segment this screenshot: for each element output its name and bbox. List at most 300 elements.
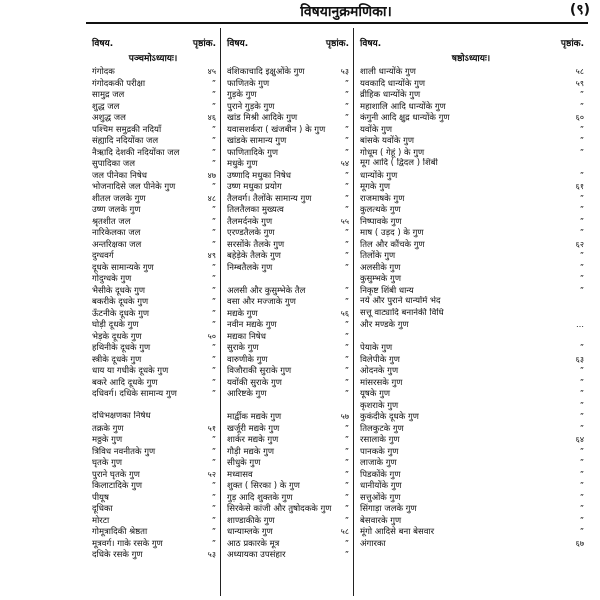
entry-title: सुराके गुण bbox=[227, 343, 259, 353]
entry-page: ” bbox=[211, 515, 216, 525]
index-entry bbox=[354, 480, 588, 492]
entry-title: घृतके गुण bbox=[92, 458, 123, 468]
entry-page: ” bbox=[579, 412, 584, 421]
index-entry bbox=[86, 239, 220, 251]
index-entry bbox=[354, 296, 588, 308]
index-entry bbox=[86, 503, 220, 515]
entry-title: गुड़ आदि शुक्तके गुण bbox=[227, 492, 293, 503]
entry-page: ” bbox=[211, 458, 216, 467]
entry-page: ६१ bbox=[575, 182, 584, 191]
entry-title: कुसुम्भके गुण bbox=[360, 274, 401, 284]
index-entry bbox=[354, 446, 588, 458]
index-entry bbox=[221, 170, 353, 182]
entry-page: ” bbox=[211, 320, 216, 329]
entry-page: ६० bbox=[575, 113, 584, 122]
index-entry bbox=[86, 354, 220, 366]
entry-page: ” bbox=[344, 320, 349, 329]
entry-title: बकरे आदि दूधके गुण bbox=[92, 377, 158, 388]
entry-title: वसा और मज्जाके गुण bbox=[227, 297, 296, 307]
entry-page: ५६ bbox=[340, 308, 349, 318]
column-header-page: पृष्ठांक. bbox=[560, 39, 584, 49]
entry-page: ” bbox=[211, 228, 216, 237]
entry-title: और मण्डके गुण bbox=[360, 320, 409, 330]
index-entry bbox=[86, 135, 220, 147]
entry-page: ” bbox=[344, 78, 349, 88]
index-entry bbox=[221, 158, 353, 170]
entry-title: मठ्ठके गुण bbox=[92, 435, 123, 445]
index-entry bbox=[86, 262, 220, 274]
entry-title: रसालाके गुण bbox=[360, 435, 400, 445]
entry-title: तिलोंके गुण bbox=[360, 251, 396, 261]
index-entry bbox=[221, 89, 353, 101]
entry-title: विलेपीके गुण bbox=[360, 354, 400, 365]
index-entry bbox=[354, 239, 588, 251]
entry-title: धान्योंके गुण bbox=[360, 170, 398, 181]
entry-title: तिलकुटके गुण bbox=[360, 423, 404, 434]
index-entry bbox=[86, 480, 220, 492]
index-entry bbox=[354, 66, 588, 78]
entry-page: ” bbox=[211, 354, 216, 364]
entry-title: शुद्ध जल bbox=[92, 101, 120, 112]
entry-title: तक्रके गुण bbox=[92, 423, 124, 434]
entry-title: त्रिविध नवनीतके गुण bbox=[92, 446, 156, 457]
entry-page: ” bbox=[579, 515, 584, 525]
entry-title: दधिवर्ग। दधिके सामान्य गुण bbox=[92, 389, 177, 399]
entry-title: विजौराकी सुराके गुण bbox=[227, 366, 292, 376]
entry-page: ” bbox=[344, 228, 349, 237]
entry-page: ” bbox=[344, 481, 349, 490]
header-rule bbox=[86, 22, 588, 24]
entry-title: पीयूष bbox=[92, 492, 109, 503]
entry-page: ” bbox=[211, 538, 216, 548]
index-entry bbox=[221, 469, 353, 481]
index-entry bbox=[86, 446, 220, 458]
entry-title: तैलवर्ग। तैलोंके सामान्य गुण bbox=[227, 193, 312, 204]
entry-title: स्त्रीके दूधके गुण bbox=[92, 354, 142, 365]
index-entry bbox=[354, 377, 588, 389]
index-entry bbox=[354, 457, 588, 469]
entry-title: श्रृतशीत जल bbox=[92, 216, 131, 227]
entry-page: ” bbox=[211, 136, 216, 145]
entry-title: बहेड़ेके तैलके गुण bbox=[227, 251, 281, 261]
index-entry bbox=[86, 250, 220, 262]
index-entry bbox=[86, 181, 220, 193]
entry-page: ” bbox=[211, 159, 216, 168]
index-entry bbox=[86, 216, 220, 228]
column-header bbox=[354, 28, 588, 52]
index-entry bbox=[354, 124, 588, 136]
entry-title: लाजाके गुण bbox=[360, 458, 397, 468]
index-entry bbox=[221, 239, 353, 251]
entry-title: धान्याम्लके गुण bbox=[227, 527, 273, 537]
entry-title: पुराने गुड़के गुण bbox=[227, 101, 275, 112]
index-entry bbox=[86, 342, 220, 354]
entry-page: ” bbox=[579, 446, 584, 456]
entry-title: बेसवारके गुण bbox=[360, 515, 402, 526]
entry-page: ” bbox=[344, 170, 349, 180]
column-header bbox=[221, 28, 353, 52]
entry-page: ” bbox=[344, 550, 349, 559]
index-entry bbox=[221, 377, 353, 389]
entry-page: ” bbox=[579, 274, 584, 283]
entry-title: घोड़ी दूधके गुण bbox=[92, 320, 139, 330]
entry-title: पिडकोंके गुण bbox=[360, 469, 401, 480]
index-entry bbox=[354, 285, 588, 297]
entry-page: ” bbox=[344, 124, 349, 134]
entry-page: ” bbox=[344, 377, 349, 387]
index-entry bbox=[86, 89, 220, 101]
entry-title: सीधुके गुण bbox=[227, 458, 261, 468]
index-entry bbox=[221, 411, 353, 423]
entry-page: ” bbox=[344, 504, 349, 513]
entry-page: ” bbox=[344, 251, 349, 260]
index-entry bbox=[354, 469, 588, 481]
index-entry bbox=[221, 308, 353, 320]
entry-list bbox=[221, 66, 353, 561]
entry-page: ” bbox=[211, 389, 216, 398]
entry-page: ” bbox=[344, 492, 349, 502]
entry-page: ५१ bbox=[207, 423, 216, 433]
entry-page: ” bbox=[344, 297, 349, 306]
entry-page: ” bbox=[579, 285, 584, 295]
entry-page: ५८ bbox=[340, 527, 349, 536]
entry-page: ” bbox=[344, 515, 349, 525]
entry-title: तिलतैलका मुख्यत्व bbox=[227, 205, 284, 215]
entry-title: मधुके गुण bbox=[227, 159, 258, 169]
entry-page: ” bbox=[579, 343, 584, 352]
entry-title: सुपादिका जल bbox=[92, 159, 135, 169]
index-entry bbox=[86, 388, 220, 400]
entry-title: मोरटा bbox=[92, 515, 110, 526]
entry-title: फाणितादिके गुण bbox=[227, 147, 279, 158]
entry-title: नारिकेलका जल bbox=[92, 228, 141, 238]
entry-title: दुग्धवर्ग bbox=[92, 251, 114, 261]
index-entry bbox=[354, 319, 588, 331]
entry-page: ” bbox=[211, 147, 216, 157]
entry-page: ” bbox=[579, 492, 584, 502]
entry-title: गंगोदक bbox=[92, 67, 115, 77]
entry-title: निष्पावके गुण bbox=[360, 216, 402, 227]
entry-page: ” bbox=[579, 262, 584, 272]
index-entry bbox=[221, 446, 353, 458]
index-entry bbox=[221, 365, 353, 377]
index-entry bbox=[86, 204, 220, 216]
index-entry bbox=[221, 101, 353, 113]
index-entry bbox=[221, 434, 353, 446]
index-entry bbox=[354, 434, 588, 446]
entry-page: ” bbox=[344, 331, 349, 341]
entry-title: दधिके रसके गुण bbox=[92, 550, 143, 560]
entry-title: सरसोंके तैलके गुण bbox=[227, 239, 285, 250]
entry-page: ” bbox=[211, 527, 216, 536]
entry-page: ” bbox=[211, 124, 216, 134]
entry-page: ” bbox=[211, 101, 216, 111]
entry-page: ” bbox=[579, 205, 584, 214]
section-heading bbox=[221, 52, 353, 66]
entry-page: ” bbox=[211, 308, 216, 318]
entry-title: बांसके यवोंके गुण bbox=[360, 136, 415, 146]
entry-page: ५३ bbox=[207, 550, 216, 559]
entry-page: ५२ bbox=[207, 469, 216, 479]
index-entry bbox=[221, 216, 353, 228]
entry-title: माष ( उड़द ) के गुण bbox=[360, 228, 424, 238]
index-entry bbox=[86, 193, 220, 205]
index-entry bbox=[221, 135, 353, 147]
entry-title: वंशिकाचादि इक्षुओंके गुण bbox=[227, 67, 305, 77]
index-entry bbox=[354, 388, 588, 400]
entry-title: आरिष्टके गुण bbox=[227, 389, 267, 399]
entry-title: गोधूम ( गेहूं ) के गुण bbox=[360, 147, 425, 158]
entry-page: ” bbox=[579, 469, 584, 479]
index-entry bbox=[354, 112, 588, 124]
entry-page: ” bbox=[344, 205, 349, 214]
entry-page: ” bbox=[579, 193, 584, 203]
entry-page: ४६ bbox=[207, 113, 216, 122]
index-entry bbox=[354, 526, 588, 538]
index-entry bbox=[86, 147, 220, 159]
entry-page: ” bbox=[579, 458, 584, 467]
entry-title: निम्बतैलके गुण bbox=[227, 262, 273, 273]
entry-title: आठ प्रकारके मूत्र bbox=[227, 538, 280, 549]
index-entry bbox=[354, 365, 588, 377]
entry-title: व्रीहिक धान्योंके गुण bbox=[360, 90, 421, 100]
index-entry bbox=[221, 388, 353, 400]
index-entry bbox=[221, 227, 353, 239]
entry-title: शार्कर मद्यके गुण bbox=[227, 435, 279, 445]
entry-title: बकरीके दूधके गुण bbox=[92, 297, 149, 307]
entry-page: ” bbox=[344, 435, 349, 444]
index-entry bbox=[221, 480, 353, 492]
index-entry bbox=[354, 170, 588, 182]
index-entry bbox=[221, 503, 353, 515]
index-entry bbox=[86, 411, 220, 423]
entry-page: ” bbox=[211, 262, 216, 272]
entry-title: जल पीनेका निषेध bbox=[92, 170, 148, 181]
entry-page: ” bbox=[344, 193, 349, 203]
index-entry bbox=[221, 78, 353, 90]
index-entry bbox=[86, 457, 220, 469]
entry-page: ” bbox=[344, 458, 349, 467]
entry-title: यवासशर्करा ( खंजबीन ) के गुण bbox=[227, 124, 326, 135]
index-entry bbox=[221, 181, 353, 193]
entry-page: ५५ bbox=[340, 216, 349, 226]
entry-page: ५३ bbox=[340, 67, 349, 76]
entry-page: ” bbox=[211, 90, 216, 99]
entry-title: अन्तरिक्षका जल bbox=[92, 239, 142, 250]
entry-page: ६२ bbox=[575, 239, 584, 249]
entry-title: मद्यका निषेध bbox=[227, 331, 266, 342]
index-entry bbox=[354, 515, 588, 527]
index-entry bbox=[354, 78, 588, 90]
entry-page: ५७ bbox=[340, 412, 349, 421]
index-entry bbox=[354, 492, 588, 504]
entry-title: गुड़के गुण bbox=[227, 90, 257, 100]
entry-title: गौड़ी मद्यके गुण bbox=[227, 446, 275, 457]
index-entry bbox=[86, 170, 220, 182]
index-entry bbox=[86, 434, 220, 446]
entry-page: ” bbox=[344, 343, 349, 352]
entry-title: मध्वासव bbox=[227, 469, 253, 480]
index-entry bbox=[221, 538, 353, 550]
entry-page: ” bbox=[211, 285, 216, 295]
entry-page: ” bbox=[211, 446, 216, 456]
entry-page: ” bbox=[344, 366, 349, 375]
entry-page: ४८ bbox=[207, 193, 216, 203]
index-entry bbox=[86, 377, 220, 389]
entry-title: अलसी और कुसुम्भेके तैल bbox=[227, 285, 306, 296]
entry-page: ” bbox=[579, 423, 584, 433]
entry-list bbox=[86, 66, 220, 561]
entry-page: ” bbox=[579, 124, 584, 134]
index-entry bbox=[86, 78, 220, 90]
entry-title: यूषके गुण bbox=[360, 389, 391, 399]
index-entry bbox=[86, 400, 220, 412]
entry-title: मूग आदि ( द्विदल ) शिंबी bbox=[360, 158, 438, 168]
entry-page: ” bbox=[344, 469, 349, 479]
entry-page: ” bbox=[211, 366, 216, 375]
index-entry bbox=[221, 515, 353, 527]
index-entry bbox=[354, 89, 588, 101]
entry-title: सिंगाड़ा जलके गुण bbox=[360, 504, 417, 514]
index-entry bbox=[221, 262, 353, 274]
entry-title: सत्तुओंके गुण bbox=[360, 492, 401, 503]
index-entry bbox=[221, 250, 353, 262]
entry-title: कुलत्थके गुण bbox=[360, 205, 401, 215]
entry-page: ” bbox=[211, 78, 216, 88]
entry-title: खांड मिश्री आदिके गुण bbox=[227, 113, 298, 123]
entry-page: ” bbox=[579, 228, 584, 237]
entry-title: कंगुनी आदि क्षुद्र धान्योंके गुण bbox=[360, 113, 450, 123]
entry-page: ” bbox=[211, 377, 216, 387]
entry-page: ५८ bbox=[575, 67, 584, 76]
entry-page: ” bbox=[579, 389, 584, 398]
entry-title: अंगारका bbox=[360, 538, 386, 549]
entry-page: ” bbox=[579, 147, 584, 157]
index-entry bbox=[86, 492, 220, 504]
entry-title: भैसीके दूधके गुण bbox=[92, 285, 146, 296]
index-entry bbox=[354, 250, 588, 262]
index-entry bbox=[221, 193, 353, 205]
entry-page: ” bbox=[579, 366, 584, 375]
entry-page: ” bbox=[344, 389, 349, 398]
index-column-3 bbox=[354, 28, 588, 596]
entry-title: एरण्डतैलके गुण bbox=[227, 228, 275, 238]
page-title: विषयानुक्रमणिका। bbox=[300, 4, 392, 20]
entry-title: हथिनीके दूधके गुण bbox=[92, 343, 151, 353]
entry-title: मूगके गुण bbox=[360, 182, 391, 192]
entry-title: निकृष्ट शिंबी धान्य bbox=[360, 285, 414, 296]
entry-title: पुराने घृतके गुण bbox=[92, 469, 140, 480]
index-entry bbox=[86, 538, 220, 550]
entry-title: भेड़के दूधके गुण bbox=[92, 331, 142, 342]
entry-page: ४९ bbox=[207, 251, 216, 260]
entry-title: उष्णादि मधुका निषेध bbox=[227, 170, 291, 181]
index-entry bbox=[354, 181, 588, 193]
entry-title: उष्ण जलके गुण bbox=[92, 205, 141, 215]
entry-title: धाय या गधीके दूधके गुण bbox=[92, 366, 169, 376]
entry-title: गंगोदककी परीक्षा bbox=[92, 78, 146, 89]
index-entry bbox=[86, 273, 220, 285]
entry-page: ” bbox=[579, 136, 584, 145]
entry-title: राजमाषके गुण bbox=[360, 193, 405, 204]
entry-title: मांसरसके गुण bbox=[360, 377, 403, 388]
entry-page: ” bbox=[211, 343, 216, 352]
entry-title: मूंगो आदिसे बना बेसवार bbox=[360, 527, 435, 537]
entry-page: ” bbox=[579, 216, 584, 226]
entry-title: अशुद्ध जल bbox=[92, 113, 126, 123]
entry-page: ” bbox=[344, 136, 349, 145]
entry-page: ४७ bbox=[207, 170, 216, 180]
index-entry bbox=[221, 342, 353, 354]
entry-page: ” bbox=[211, 216, 216, 226]
entry-title: यवोंकी सुराके गुण bbox=[227, 377, 282, 388]
index-entry bbox=[221, 124, 353, 136]
entry-list bbox=[354, 66, 588, 549]
entry-page: ५० bbox=[207, 331, 216, 341]
entry-title: पेयाके गुण bbox=[360, 343, 393, 353]
index-entry bbox=[354, 354, 588, 366]
index-entry bbox=[221, 66, 353, 78]
index-entry bbox=[354, 423, 588, 435]
index-entry bbox=[86, 423, 220, 435]
index-entry bbox=[86, 112, 220, 124]
index-entry bbox=[354, 538, 588, 550]
entry-page: ६७ bbox=[575, 538, 584, 548]
entry-title: फाणितके गुण bbox=[227, 78, 270, 89]
entry-title: शीतल जलके गुण bbox=[92, 193, 146, 204]
entry-title: पानकके गुण bbox=[360, 446, 399, 457]
entry-page: ” bbox=[211, 239, 216, 249]
entry-title: कुकंदीके दूधके गुण bbox=[360, 412, 419, 422]
column-header-subject: विषय. bbox=[92, 39, 114, 49]
index-entry bbox=[221, 204, 353, 216]
entry-page: ” bbox=[344, 101, 349, 111]
index-entry bbox=[221, 273, 353, 285]
entry-title: संह्यादि नदियोंका जल bbox=[92, 136, 159, 146]
entry-page: ” bbox=[211, 205, 216, 214]
entry-page: ” bbox=[579, 400, 584, 410]
index-entry bbox=[354, 308, 588, 320]
entry-page: ” bbox=[344, 354, 349, 364]
entry-page: ” bbox=[579, 504, 584, 513]
index-entry bbox=[86, 319, 220, 331]
entry-page: ६३ bbox=[575, 354, 584, 364]
entry-page: ५९ bbox=[575, 78, 584, 88]
index-entry bbox=[221, 492, 353, 504]
entry-title: नवीन मद्यके गुण bbox=[227, 320, 277, 330]
index-entry bbox=[221, 354, 353, 366]
entry-page: ” bbox=[344, 538, 349, 548]
entry-title: शुक्त ( सिरका ) के गुण bbox=[227, 481, 300, 491]
entry-title: नैऋादि देशकी नदियोंका जल bbox=[92, 147, 180, 158]
index-entry bbox=[354, 204, 588, 216]
index-entry bbox=[354, 101, 588, 113]
index-entry bbox=[221, 331, 353, 343]
entry-title: नये और पुराने धान्योंमें भेद bbox=[360, 296, 441, 306]
entry-page: ” bbox=[344, 262, 349, 272]
index-column-1 bbox=[86, 28, 220, 596]
entry-title: मद्यके गुण bbox=[227, 308, 258, 319]
index-entry bbox=[221, 526, 353, 538]
index-entry bbox=[86, 285, 220, 297]
entry-title: उष्ण मधुका प्रयोग bbox=[227, 182, 282, 192]
entry-page: ” bbox=[579, 481, 584, 490]
column-header-subject: विषय. bbox=[227, 39, 249, 49]
entry-title: भोजनादिसे जल पीनेके गुण bbox=[92, 182, 176, 192]
entry-title: वारुणीके गुण bbox=[227, 354, 268, 365]
index-entry bbox=[354, 216, 588, 228]
index-column-2 bbox=[221, 28, 353, 596]
